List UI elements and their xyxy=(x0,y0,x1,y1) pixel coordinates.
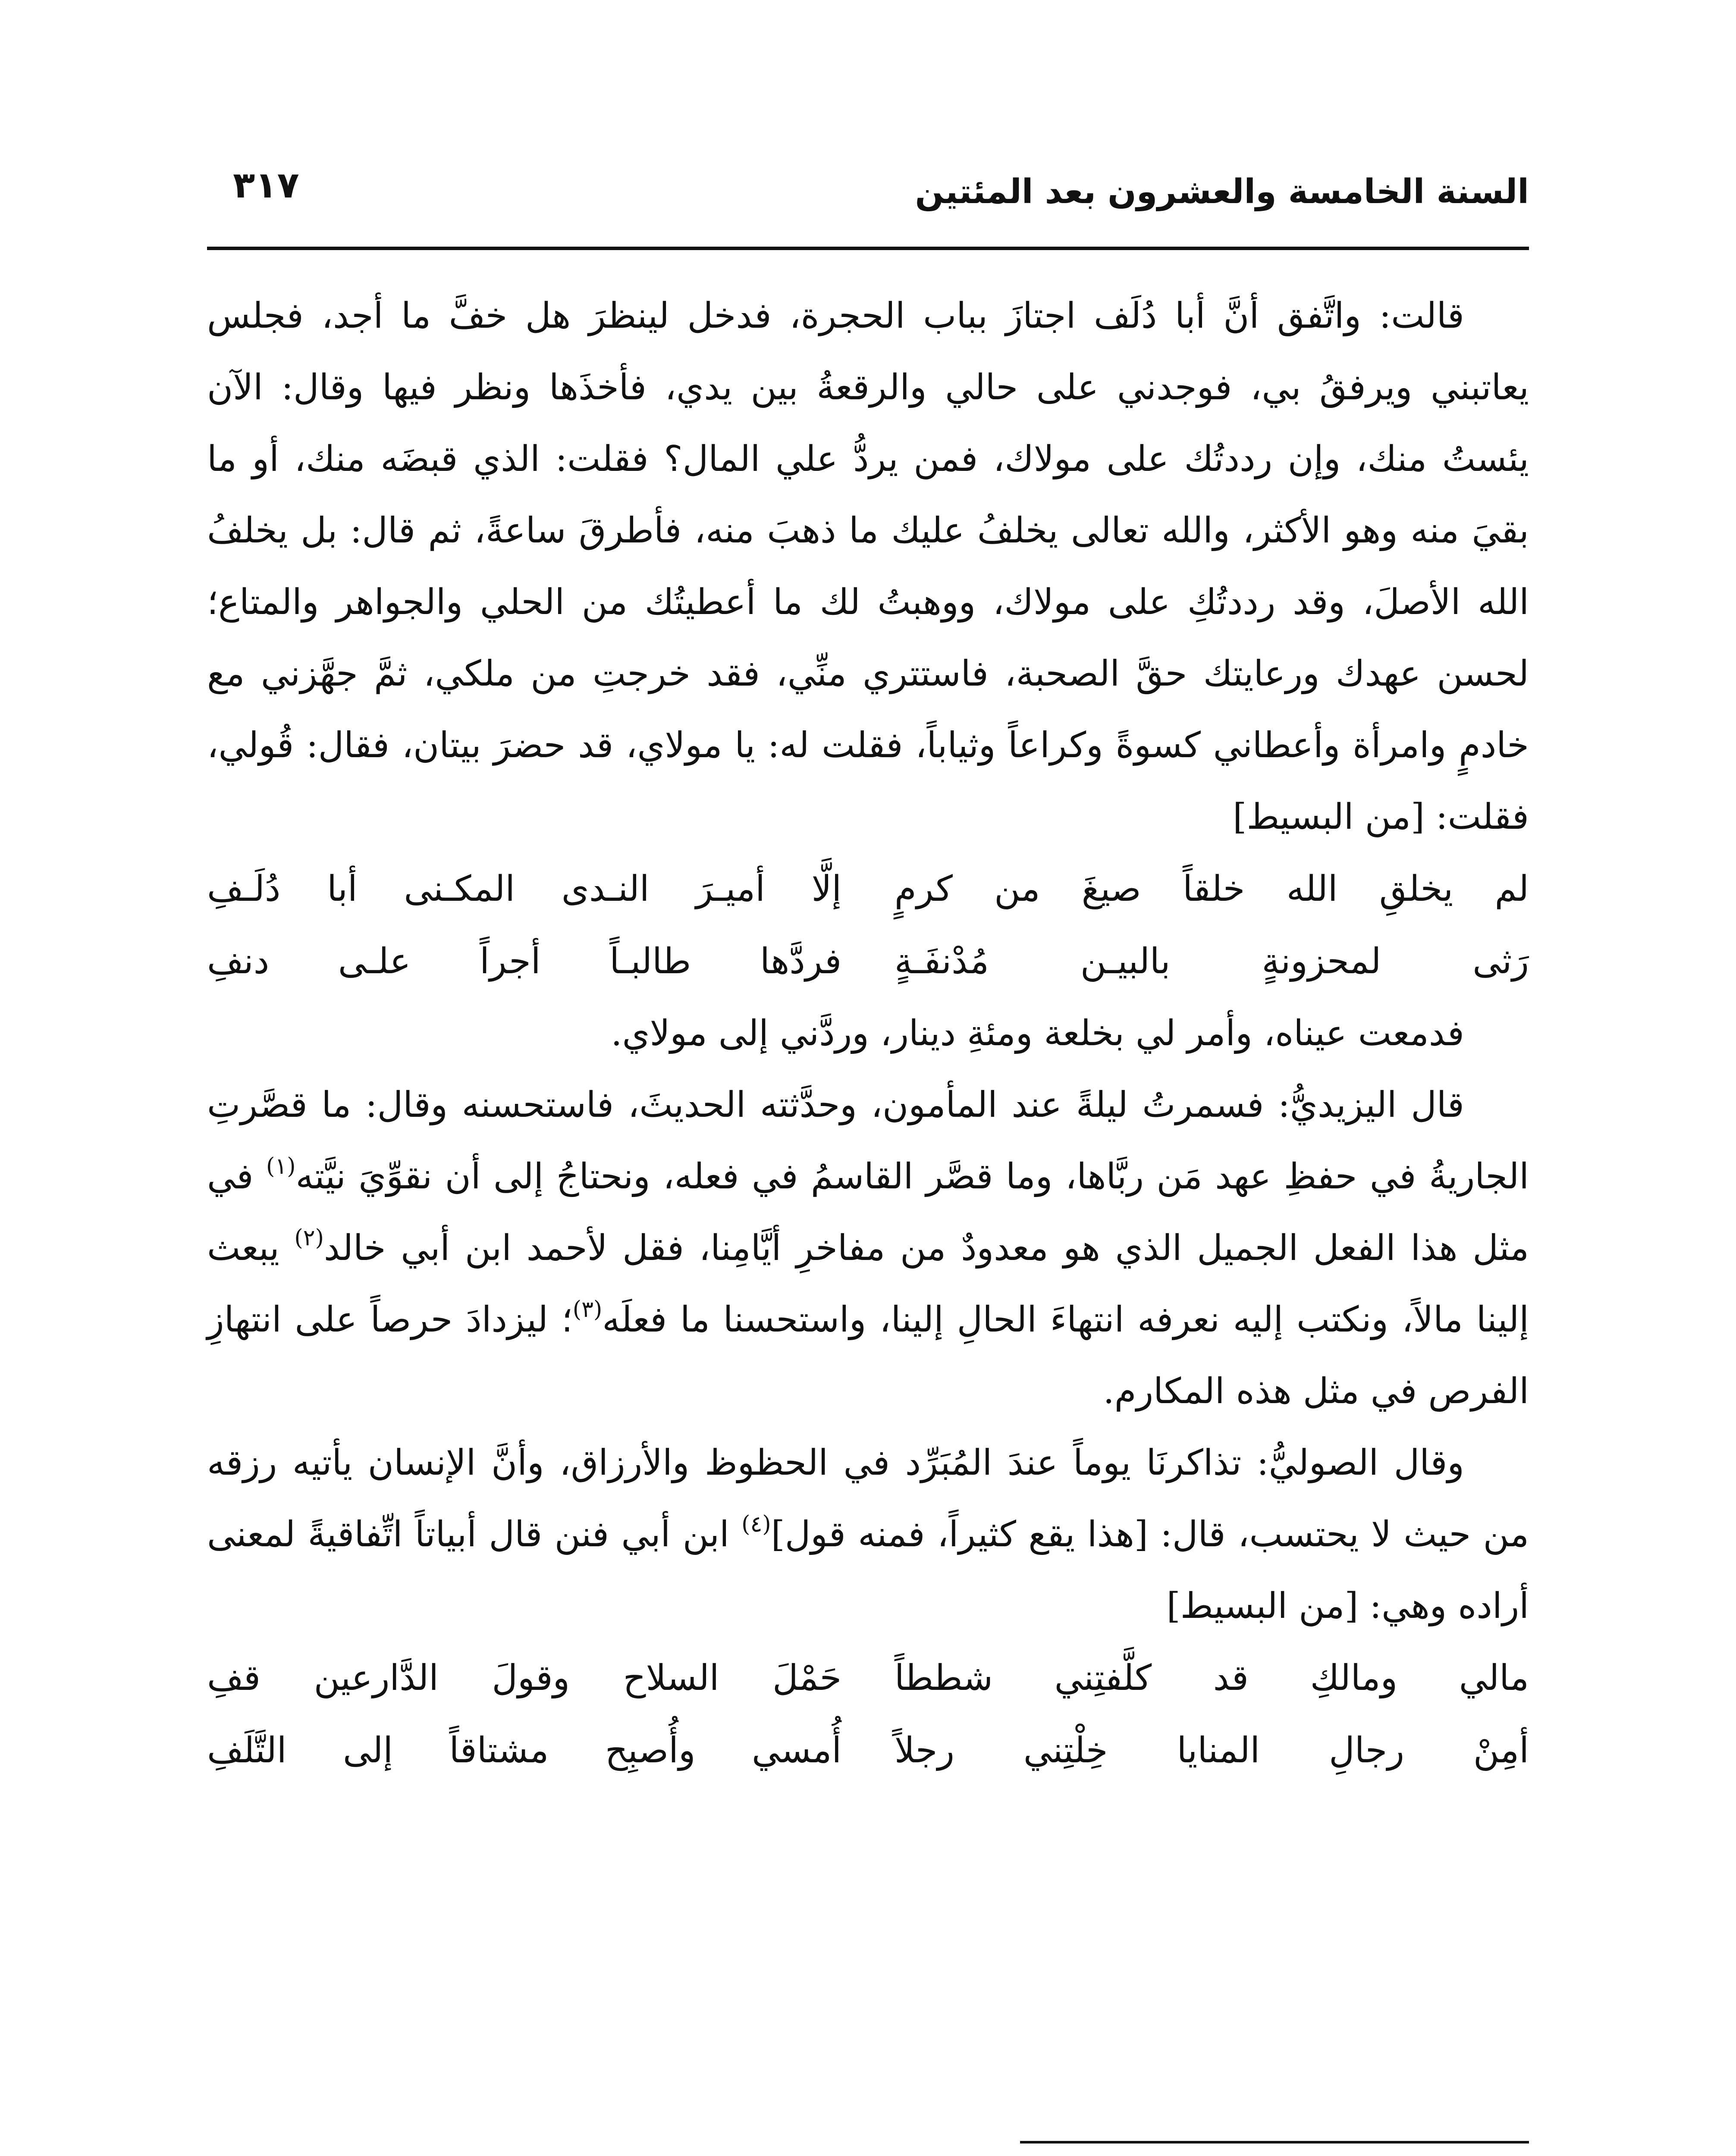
verse-3-first-hemistich: مالي ومالكِ قد كلَّفتِني شططاً xyxy=(894,1658,1529,1698)
main-text xyxy=(207,280,1529,1787)
verse-line-3 xyxy=(207,1642,1529,1714)
header-rule xyxy=(207,247,1529,250)
paragraph-3-part-c: يبعث إلينا مالاً، ونكتب إليه نعرفه انتهاءَ الحالِ إلينا، واستحسنا ما فعلَه xyxy=(207,1228,1529,1340)
footnote-separator xyxy=(1020,2141,1529,2143)
paragraph-3-part-d: ؛ ليزدادَ حرصاً على انتهازِ الفرص في مثل هذه المكارم. xyxy=(207,1299,1529,1412)
footnote-ref-2[interactable]: (٢) xyxy=(294,1225,324,1251)
footnote-ref-1[interactable]: (١) xyxy=(266,1153,296,1179)
verse-4-first-hemistich: أمِنْ رجالِ المنايا خِلْتِني رجلاً xyxy=(894,1730,1529,1771)
paragraph-2: فدمعت عيناه، وأمر لي بخلعة ومئةِ دينار، وردَّني إلى مولاي. xyxy=(611,1013,1464,1054)
running-title: السنة الخامسة والعشرون بعد المئتين xyxy=(915,172,1529,211)
verse-1-first-hemistich: لم يخلقِ الله خلقاً صيغَ من كرمٍ xyxy=(894,868,1529,909)
paragraph-3-part-b: في مثل هذا الفعل الجميل الذي هو معدودٌ من مفاخرِ أيَّامِنا، فقل لأحمد ابن أبي خالد xyxy=(207,1156,1529,1269)
footnote-ref-3[interactable]: (٣) xyxy=(572,1297,603,1322)
footnote-ref-4[interactable]: (٤) xyxy=(741,1511,771,1537)
verse-1-second-hemistich: إلَّا أميـرَ النـدى المكـنى أبا دُلَـفِ xyxy=(207,868,842,909)
page-number: ٣١٧ xyxy=(233,164,299,206)
paragraph-4-part-a: وقال الصوليُّ: تذاكرنَا يوماً عندَ المُبَرِّد في الحظوظ والأرزاق، وأنَّ الإنسان يأتيه رزقه من حيث لا يحتسب، قال: [هذا يقع كثيراً، فمنه قول] xyxy=(207,1442,1529,1555)
paragraph-3 xyxy=(207,1069,1529,1427)
page-header xyxy=(207,155,1529,233)
verse-2-first-hemistich: رَثى لمحزونةٍ بالبيـن مُدْنفَـةٍ xyxy=(894,941,1529,982)
paragraph-4-part-b: ابن أبي فنن قال أبياتاً اتِّفاقيةً لمعنى أراده وهي: [من البسيط] xyxy=(207,1514,1529,1626)
paragraph-3-part-a: قال اليزيديُّ: فسمرتُ ليلةً عند المأمون، وحدَّثته الحديثَ، فاستحسنه وقال: ما قصَّرتِ الجاريةُ في حفظِ عهد مَن ربَّاها، وما قصَّر القاسمُ في فعله، ونحتاجُ إلى أن نقوِّيَ نيَّته xyxy=(207,1084,1529,1197)
verse-3-second-hemistich: حَمْلَ السلاح وقولَ الدَّارعين قفِ xyxy=(207,1658,842,1698)
verse-line-1 xyxy=(207,853,1529,925)
paragraph-4 xyxy=(207,1427,1529,1642)
verse-line-4 xyxy=(207,1714,1529,1787)
verse-line-2 xyxy=(207,925,1529,998)
paragraph-1: قالت: واتَّفق أنَّ أبا دُلَف اجتازَ بباب الحجرة، فدخل لينظرَ هل خفَّ ما أجد، فجلس يعاتبني ويرفقُ بي، فوجدني على حالي والرقعةُ بين يدي، فأخذَها ونظر فيها وقال: الآن يئستُ منك، وإن رددتُك على مولاك، فمن يردُّ علي المال؟ فقلت: الذي قبضَه منك، أو ما بقيَ منه وهو الأكثر، والله تعالى يخلفُ عليك ما ذهبَ منه، فأطرقَ ساعةً، ثم قال: بل يخلفُ الله الأصلَ، وقد رددتُكِ على مولاك، ووهبتُ لك ما أعطيتُك من الحلي والجواهر والمتاع؛ لحسن عهدك ورعايتك حقَّ الصحبة، فاستتري منِّي، فقد خرجتِ من ملكي، ثمَّ جهَّزني مع خادمٍ وامرأة وأعطاني كسوةً وكراعاً وثياباً، فقلت له: يا مولاي، قد حضرَ بيتان، فقال: قُولي، فقلت: [من البسيط] xyxy=(207,295,1529,837)
verse-4-second-hemistich: أُمسي وأُصبِح مشتاقاً إلى التَّلَفِ xyxy=(207,1730,842,1771)
verse-2-second-hemistich: فردَّها طالبـاً أجراً علـى دنفِ xyxy=(207,941,842,982)
